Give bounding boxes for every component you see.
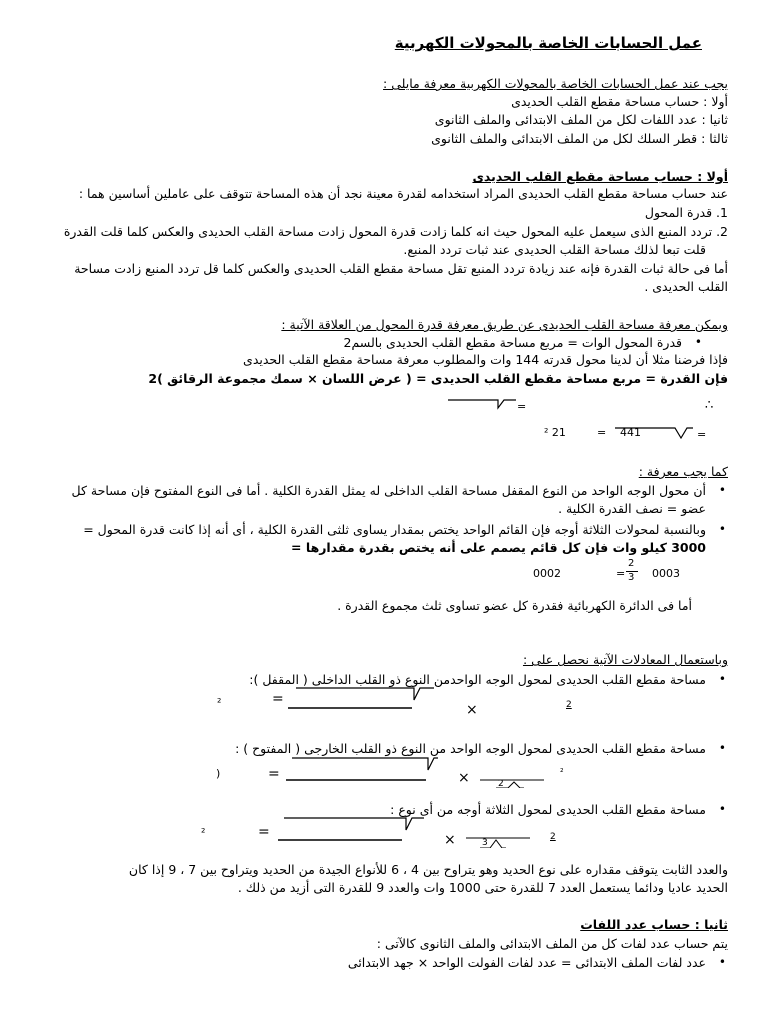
frac-denominator: 3 <box>628 572 635 583</box>
radical-sign-3 <box>288 686 436 712</box>
eq2-equals-2: = <box>697 428 707 441</box>
intro-item-2: ثانيا : عدد اللفات لكل من الملف الابتدائى والملف الثانوى <box>434 112 728 127</box>
equation-item-2: • مساحة مقطع القلب الحديدى لمحول الوجه الواحد من النوع ذو القلب الخارجى ( المفتوح ) : <box>40 741 706 756</box>
eq-c-times: × <box>444 832 456 848</box>
eq2-term-2: 441 <box>620 426 641 439</box>
note-line-3: • وبالنسبة لمحولات الثلاثة أوجه فإن القائم الواحد يختص بمقدار يساوى ثلثى القدرة الكلية ، أى أنه إذا كانت قدرة المحول = <box>40 522 706 537</box>
eq1-equals: = <box>517 400 527 413</box>
frac-right-value: 0003 <box>652 567 680 580</box>
section2-line-2: • عدد لفات الملف الابتدائى = عدد لفات الفولت الواحد × جهد الابتدائى <box>40 955 706 970</box>
frac-left-value: 0002 <box>533 567 561 580</box>
section1-line-3: 2. تردد المنبع الذى سيعمل عليه المحول حيث انه كلما زادت قدرة المحول زادت مساحة القلب الحديدى والعكس كلما قلت القدرة <box>63 224 728 239</box>
eq-a-equals: = <box>272 691 284 707</box>
relation-line-1: • قدرة المحول الوات = مربع مساحة مقطع القلب الحديدى بالسم2 <box>40 335 682 350</box>
equation-item-3: • مساحة مقطع القلب الحديدى لمحول الثلاثة أوجه من أى نوع : <box>40 802 706 817</box>
section1-line-5: أما فى حالة ثبات القدرة فإنه عند زيادة تردد المنبع تقل مساحة مقطع القلب الحديدى والعكس كلما قل تردد المنبع زادت مساحة <box>74 261 728 276</box>
eq-a-times: × <box>466 702 478 718</box>
equations-heading: وباستعمال المعادلات الآتية نحصل على : <box>522 652 728 667</box>
section1-heading: أولا : حساب مساحة مقطع القلب الحديدى <box>472 169 728 184</box>
eq-c-small: 2 <box>550 832 556 842</box>
intro-item-3: ثالثا : قطر السلك لكل من الملف الابتدائى والملف الثانوى <box>431 131 728 146</box>
page-title: عمل الحسابات الخاصة بالمحولات الكهربية <box>394 34 702 52</box>
section1-line-4: قلت تبعا لذلك مساحة القلب الحديدى عند ثبات تردد المنبع. <box>403 242 706 257</box>
note-line-2: عضو = نصف القدرة الكلية . <box>558 501 706 516</box>
eq-b-equals: = <box>268 766 280 782</box>
radical-sign-7 <box>466 818 532 848</box>
radical-sign-4 <box>284 754 440 784</box>
equation-item-1: • مساحة مقطع القلب الحديدى لمحول الوجه الواحدمن النوع ذو القلب الداخلى ( المقفل ): <box>40 672 706 687</box>
eq-a-small: 2 <box>566 700 572 710</box>
note-line-4: 3000 كيلو وات فإن كل قائم يصمم على أنه يختص بقدرة مقدارها = <box>291 540 706 555</box>
section1-line-6: القلب الحديدى . <box>644 279 728 294</box>
constant-line-1: والعدد الثابت يتوقف مقداره على نوع الحديد وهو يتراوح بين 4 ، 6 للأنواع الجيدة من الحديد ويتراوح بين 7 ، 9 إذا كان <box>128 862 728 877</box>
radical-sign-1 <box>448 394 518 416</box>
frac-equals: = <box>616 567 626 580</box>
eq-b-paren: ) <box>216 767 221 780</box>
therefore-symbol: ∴ <box>705 398 714 413</box>
eq-c-square: ² <box>201 826 206 839</box>
note-heading: كما يجب معرفة : <box>638 464 728 479</box>
intro-heading: يجب عند عمل الحسابات الخاصة بالمحولات الكهربية معرفة مايلى : <box>383 76 728 91</box>
radical-sign-6 <box>276 812 426 844</box>
eq-c-denominator: 3 <box>482 838 488 848</box>
section2-line-1: يتم حساب عدد لفات كل من الملف الابتدائى والملف الثانوى كالآتى : <box>376 936 728 951</box>
constant-line-2: الحديد عاديا ودائما يستعمل العدد 7 للقدرة حتى 1000 وات والعدد 9 للقدرة التى أزيد من ذلك . <box>237 880 728 895</box>
radical-sign-5 <box>480 760 546 788</box>
section2-heading: ثانيا : حساب عدد اللفات <box>580 917 728 932</box>
eq2-equals-1: = <box>597 426 607 439</box>
relation-line-2: فإذا فرضنا مثلا أن لدينا محول قدرته 144 وات والمطلوب معرفة مساحة مقطع القلب الحديدى <box>243 352 728 367</box>
eq-c-equals: = <box>258 824 270 840</box>
eq-b-times: × <box>458 770 470 786</box>
eq2-term-1: ² 21 <box>544 426 566 439</box>
note-line-5: أما فى الدائرة الكهربائية فقدرة كل عضو تساوى ثلث مجموع القدرة . <box>337 598 692 613</box>
note-line-1: • أن محول الوجه الواحد من النوع المقفل مساحة القلب الداخلى له يمثل القدرة الكلية . أما فى النوع المفتوح فإن مساحة كل <box>40 483 706 498</box>
eq-a-square: ² <box>217 696 222 709</box>
eq-b-square: ² <box>560 768 564 778</box>
relation-heading: ويمكن معرفة مساحة القلب الحديدى عن طريق معرفة قدرة المحول من العلاقة الآتية : <box>281 317 728 332</box>
section1-line-1: عند حساب مساحة مقطع القلب الحديدى المراد استخدامه لقدرة معينة نجد أن هذه المساحة تتوقف على عاملين أساسين هما : <box>78 186 728 201</box>
frac-numerator: 2 <box>628 558 635 569</box>
intro-item-1: أولا : حساب مساحة مقطع القلب الحديدى <box>511 94 728 109</box>
section1-line-2: 1. قدرة المحول <box>644 205 728 220</box>
eq-b-denominator: 2 <box>498 779 504 789</box>
relation-line-3: فإن القدرة = مربع مساحة مقطع القلب الحديدى = ( عرض اللسان × سمك مجموعة الرقائق )2 <box>148 371 728 386</box>
